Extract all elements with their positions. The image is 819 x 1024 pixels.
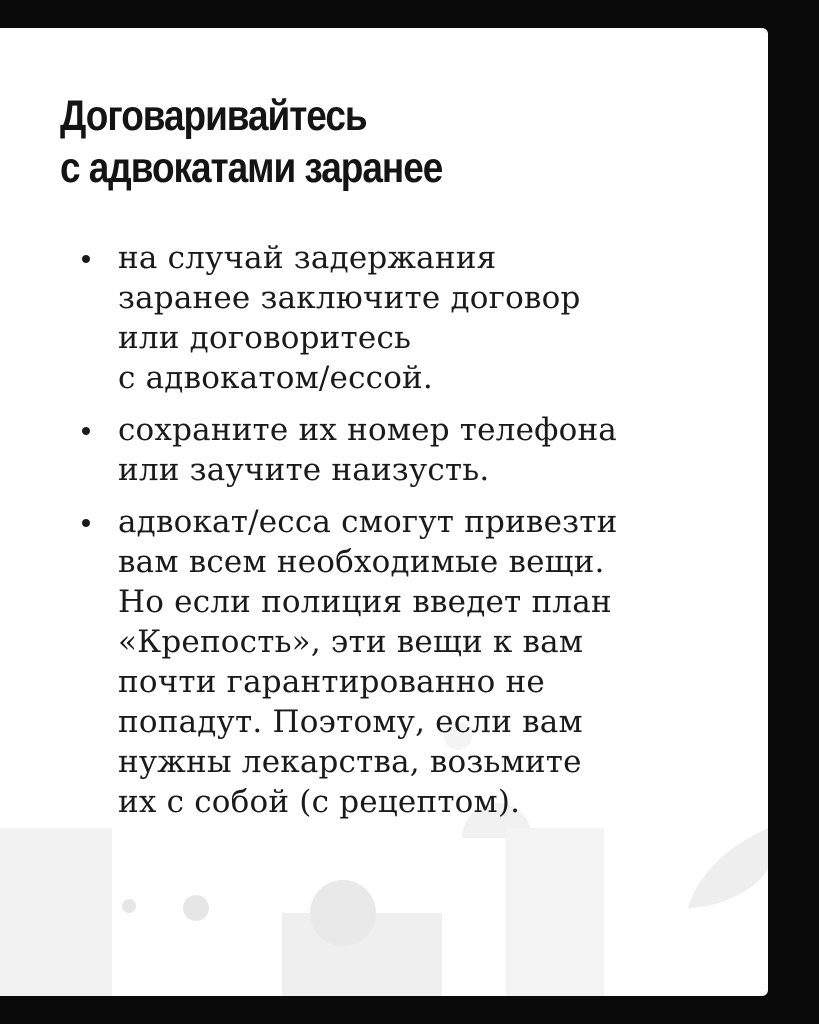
bullet-line: адвокат/есса смогут привезти xyxy=(118,504,618,540)
bullet-dot-icon xyxy=(82,519,90,527)
decor-rect-right xyxy=(506,828,604,996)
bullet-line: заранее заключите договор xyxy=(118,280,581,316)
list-item xyxy=(82,502,722,822)
bullet-text xyxy=(118,238,722,398)
title-line-1: Договаривайтесь xyxy=(60,92,367,140)
bullet-list xyxy=(82,238,722,834)
bullet-line: попадут. Поэтому, если вам xyxy=(118,704,583,740)
bullet-line: вам всем необходимые вещи. xyxy=(118,544,605,580)
bullet-line: с адвокатом/ессой. xyxy=(118,360,433,396)
page-title xyxy=(60,90,662,194)
bullet-line: нужны лекарства, возьмите xyxy=(118,744,582,780)
bullet-line: или заучите наизусть. xyxy=(118,452,490,488)
title-line-2: с адвокатами заранее xyxy=(60,144,443,192)
decor-rect-left xyxy=(0,828,112,996)
list-item xyxy=(82,410,722,490)
decor-dot-medium xyxy=(183,895,209,921)
bullet-line: сохраните их номер телефона xyxy=(118,412,617,448)
bullet-line: или договоритесь xyxy=(118,320,412,356)
bullet-dot-icon xyxy=(82,255,90,263)
bullet-line: их с собой (с рецептом). xyxy=(118,784,521,820)
bullet-line: почти гарантированно не xyxy=(118,664,545,700)
bullet-dot-icon xyxy=(82,427,90,435)
bullet-text xyxy=(118,410,722,490)
bullet-line: «Крепость», эти вещи к вам xyxy=(118,624,584,660)
decor-dot-small xyxy=(122,899,136,913)
list-item xyxy=(82,238,722,398)
bullet-line: Но если полиция введет план xyxy=(118,584,612,620)
bullet-line: на случай задержания xyxy=(118,240,497,276)
decor-leaf-right xyxy=(688,828,768,908)
bullet-text xyxy=(118,502,722,822)
content-card xyxy=(0,28,768,996)
decor-circle-center xyxy=(310,880,376,946)
